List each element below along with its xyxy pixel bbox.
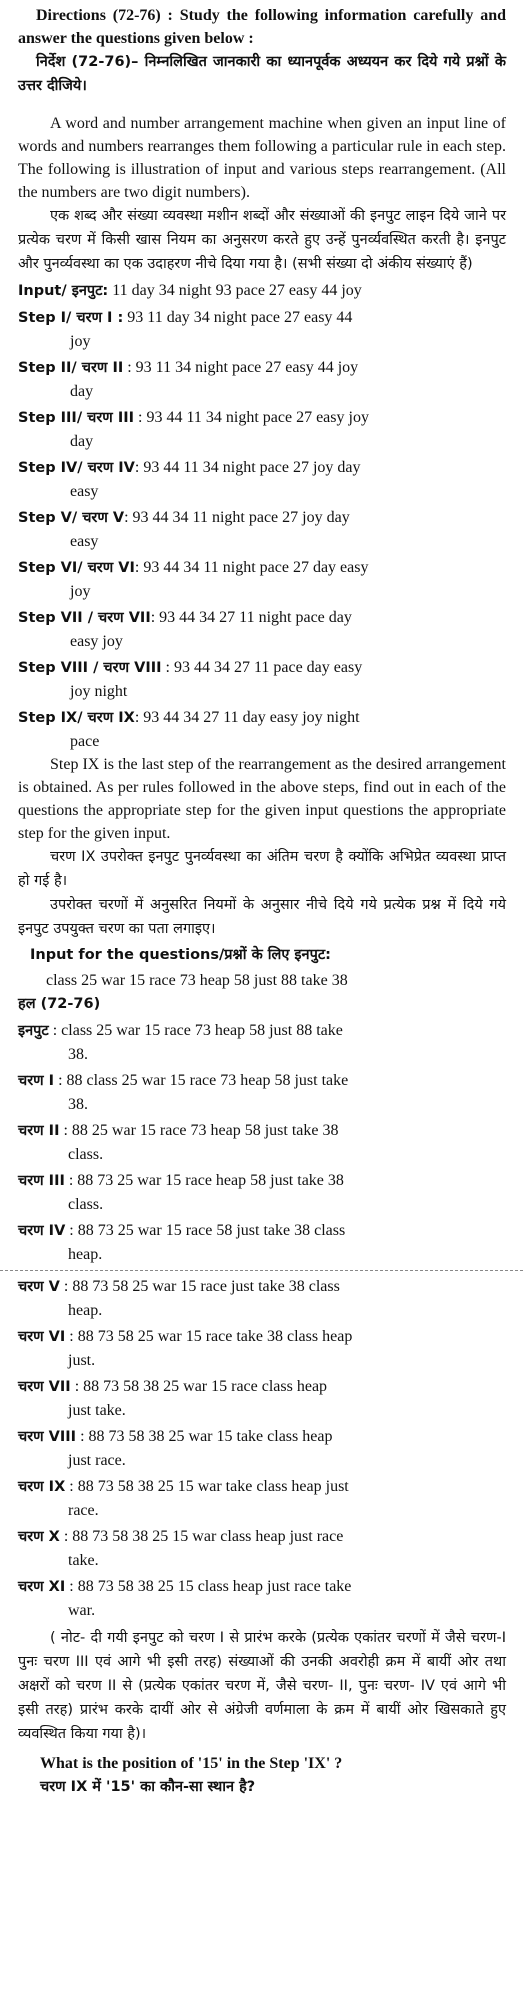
example-step bbox=[18, 279, 506, 303]
step-label: Step I/ चरण I : bbox=[18, 310, 124, 326]
step-continuation: joy night bbox=[70, 683, 128, 700]
solution-step-label: चरण III bbox=[18, 1173, 65, 1189]
dashed-divider bbox=[0, 1270, 523, 1271]
example-step bbox=[18, 556, 506, 603]
intro-hindi: एक शब्द और संख्या व्यवस्था मशीन शब्दों और संख्याओं की इनपुट लाइन दिये जाने पर प्रत्येक चरण में किसी खास नियम का अनुसरण करते हुए उन्हें पुनर्व्यवस्थित करती है। इनपुट और पुनर्व्यवस्था का एक उदाहरण नीचे दिया गया है। (सभी संख्या दो अंकीय संख्याएं हैं) bbox=[18, 208, 506, 272]
last-step-english: Step IX is the last step of the rearrangement as the desired arrangement is obtained. As per rules followed in the above steps, find out in each of the questions the appropriate step for the given input questions the appropriate step for the given input. bbox=[18, 756, 506, 842]
step-label: Step V/ चरण V bbox=[18, 510, 125, 526]
step-label: Step VII / चरण VII bbox=[18, 610, 151, 626]
step-label: Step VIII / चरण VIII bbox=[18, 660, 162, 676]
step-continuation: joy bbox=[70, 333, 91, 350]
solution-step-text: : 88 73 58 38 25 war 15 race class heap bbox=[70, 1378, 328, 1395]
solution-step-label: चरण IX bbox=[18, 1479, 66, 1495]
solution-step-text: : 88 class 25 war 15 race 73 heap 58 just take bbox=[54, 1072, 349, 1089]
solution-step-label: चरण IV bbox=[18, 1223, 66, 1239]
question-english: What is the position of '15' in the Step 'IX' ? bbox=[40, 1755, 343, 1772]
step-continuation: day bbox=[70, 433, 94, 450]
solution-step-continuation: heap. bbox=[68, 1246, 103, 1263]
step-label: Step VI/ चरण VI bbox=[18, 560, 135, 576]
solution-step-text: : 88 25 war 15 race 73 heap 58 just take 38 bbox=[59, 1122, 339, 1139]
last-step-hindi: चरण IX उपरोक्त इनपुट पुनर्व्यवस्था का अंतिम चरण है क्योंकि अभिप्रेत व्यवस्था प्राप्त हो गई है। bbox=[18, 849, 506, 889]
solution-step-continuation: class. bbox=[68, 1146, 104, 1163]
solution-step-text: : 88 73 58 25 war 15 race take 38 class heap bbox=[65, 1328, 353, 1345]
solution-step-continuation: just. bbox=[68, 1352, 96, 1369]
solution-step-continuation: class. bbox=[68, 1196, 104, 1213]
example-step bbox=[18, 406, 506, 453]
solution-step bbox=[18, 1525, 506, 1572]
solution-step-label: इनपुट bbox=[18, 1023, 49, 1039]
solution-step-text: : 88 73 25 war 15 race 58 just take 38 class bbox=[65, 1222, 346, 1239]
intro-english: A word and number arrangement machine when given an input line of words and numbers rearranges them following a particular rule in each step. The following is illustration of input and various steps rearrangement. (All the numbers are two digit numbers). bbox=[18, 115, 506, 201]
solution-step-text: : 88 73 58 38 25 15 war class heap just race bbox=[59, 1528, 344, 1545]
directions-hindi: निर्देश (72-76)– निम्नलिखित जानकारी का ध्यानपूर्वक अध्ययन कर दिये गये प्रश्नों के उत्तर दीजिये। bbox=[18, 54, 506, 94]
solution-step bbox=[18, 1275, 506, 1322]
solution-step-label: चरण XI bbox=[18, 1579, 66, 1595]
step-text: : 93 44 34 27 11 night pace day bbox=[150, 609, 352, 626]
solution-step-text: : 88 73 58 38 25 15 war take class heap just bbox=[65, 1478, 349, 1495]
solution-step bbox=[18, 1575, 506, 1622]
input-heading-text: Input for the questions/प्रश्नों के लिए इनपुट: bbox=[30, 947, 331, 963]
solution-step-continuation: heap. bbox=[68, 1302, 103, 1319]
solution-step bbox=[18, 1325, 506, 1372]
solution-step-text: : 88 73 58 38 25 15 class heap just race take bbox=[65, 1578, 352, 1595]
step-text: : 93 44 34 27 11 pace day easy bbox=[161, 659, 363, 676]
step-label: Step II/ चरण II bbox=[18, 360, 124, 376]
question-hindi: चरण IX में '15' का कौन-सा स्थान है? bbox=[40, 1779, 256, 1795]
example-step bbox=[18, 656, 506, 703]
solution-step-text: : 88 73 25 war 15 race heap 58 just take 38 bbox=[64, 1172, 344, 1189]
solution-step-continuation: race. bbox=[68, 1502, 99, 1519]
step-label: Step IV/ चरण IV bbox=[18, 460, 135, 476]
step-continuation: day bbox=[70, 383, 94, 400]
step-continuation: easy bbox=[70, 533, 99, 550]
step-text: : 93 44 34 27 11 day easy joy night bbox=[134, 709, 360, 726]
step-text: : 93 44 11 34 night pace 27 joy day bbox=[134, 459, 361, 476]
solution-steps bbox=[18, 1019, 506, 1622]
solution-heading: हल (72-76) bbox=[18, 996, 101, 1012]
solution-step-continuation: just race. bbox=[68, 1452, 126, 1469]
rules-hindi: उपरोक्त चरणों में अनुसरित नियमों के अनुसार नीचे दिये गये प्रत्येक प्रश्न में दिये गये इनपुट उपयुक्त चरण का पता लगाइए। bbox=[18, 897, 506, 937]
note-hindi: ( नोट- दी गयी इनपुट को चरण I से प्रारंभ करके (प्रत्येक एकांतर चरणों में जैसे चरण-I पुनः चरण III एवं आगे भी इसी तरह) संख्याओं की उनकी अवरोही क्रम में बायीं ओर तथा अक्षरों को चरण II से (प्रत्येक एकांतर चरण में, जैसे चरण- II, पुनः चरण- IV एवं आगे भी इसी तरह) प्रारंभ करके दायीं ओर से अंग्रेजी वर्णमाला के क्रम में बायीं ओर खिसकाते हुए व्यवस्थित किया गया है)। bbox=[18, 1630, 506, 1742]
solution-step-text: : 88 73 58 38 25 war 15 take class heap bbox=[76, 1428, 333, 1445]
document-page bbox=[18, 4, 506, 1799]
solution-step bbox=[18, 1425, 506, 1472]
step-text: : 93 11 34 night pace 27 easy 44 joy bbox=[123, 359, 359, 376]
step-text: 93 11 day 34 night pace 27 easy 44 bbox=[123, 309, 353, 326]
solution-step-label: चरण X bbox=[18, 1529, 60, 1545]
input-line: class 25 war 15 race 73 heap 58 just 88 take 38 bbox=[46, 972, 348, 989]
solution-step-text: : class 25 war 15 race 73 heap 58 just 88 take bbox=[48, 1022, 343, 1039]
solution-step bbox=[18, 1219, 506, 1266]
example-step bbox=[18, 706, 506, 753]
example-step bbox=[18, 506, 506, 553]
solution-step bbox=[18, 1069, 506, 1116]
solution-step bbox=[18, 1119, 506, 1166]
solution-step-label: चरण V bbox=[18, 1279, 60, 1295]
example-step bbox=[18, 306, 506, 353]
step-text: : 93 44 34 11 night pace 27 day easy bbox=[134, 559, 369, 576]
solution-step-continuation: just take. bbox=[68, 1402, 126, 1419]
solution-step-label: चरण VIII bbox=[18, 1429, 77, 1445]
step-continuation: joy bbox=[70, 583, 91, 600]
solution-step bbox=[18, 1375, 506, 1422]
step-label: Step IX/ चरण IX bbox=[18, 710, 135, 726]
step-continuation: easy joy bbox=[70, 633, 123, 650]
solution-step-label: चरण VII bbox=[18, 1379, 71, 1395]
solution-step-label: चरण I bbox=[18, 1073, 55, 1089]
solution-step-label: चरण II bbox=[18, 1123, 60, 1139]
step-label: Step III/ चरण III bbox=[18, 410, 135, 426]
solution-step-continuation: take. bbox=[68, 1552, 99, 1569]
example-step bbox=[18, 456, 506, 503]
input-heading bbox=[18, 943, 506, 967]
solution-step-label: चरण VI bbox=[18, 1329, 66, 1345]
step-text: : 93 44 11 34 night pace 27 easy joy bbox=[134, 409, 369, 426]
solution-step-text: : 88 73 58 25 war 15 race just take 38 class bbox=[59, 1278, 340, 1295]
example-step bbox=[18, 356, 506, 403]
step-label: Input/ इनपुट: bbox=[18, 283, 109, 299]
solution-step bbox=[18, 1169, 506, 1216]
solution-step bbox=[18, 1019, 506, 1066]
step-text: 11 day 34 night 93 pace 27 easy 44 joy bbox=[108, 282, 362, 299]
directions-english: Directions (72-76) : Study the following information carefully and answer the questions given below : bbox=[18, 7, 506, 47]
solution-step-continuation: 38. bbox=[68, 1046, 88, 1063]
step-continuation: easy bbox=[70, 483, 99, 500]
step-continuation: pace bbox=[70, 733, 100, 750]
example-steps bbox=[18, 279, 506, 753]
solution-step bbox=[18, 1475, 506, 1522]
example-step bbox=[18, 606, 506, 653]
solution-step-continuation: 38. bbox=[68, 1096, 88, 1113]
solution-step-continuation: war. bbox=[68, 1602, 96, 1619]
step-text: : 93 44 34 11 night pace 27 joy day bbox=[124, 509, 350, 526]
